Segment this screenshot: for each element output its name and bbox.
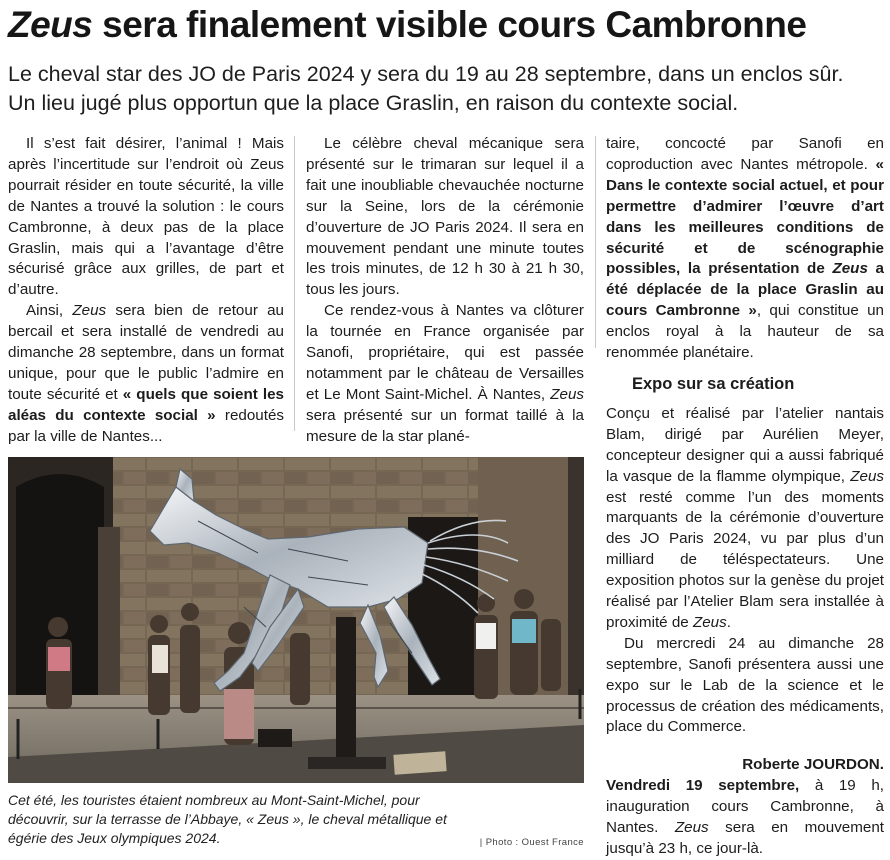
horse-sculpture-photo xyxy=(8,457,584,783)
event-info: Vendredi 19 septembre, à 19 h, inauguration cours Cambronne, à Nantes. Zeus sera en mouvement jusqu’à 23 h, ce jour-là. xyxy=(606,777,885,857)
paragraph: Du mercredi 24 au dimanche 28 septembre, Sanofi présentera aussi une expo sur le Lab de la science et le processus de création des médicaments, place du Commerce. xyxy=(606,634,884,736)
standfirst-line-2: Un lieu jugé plus opportun que la place Graslin, en raison du contexte social. xyxy=(8,91,739,115)
paragraph: taire, concocté par Sanofi en coproduction avec Nantes métropole. « Dans le contexte social actuel, et pour permettre d’admirer l’œuvre d’art dans les meilleures conditions de sécurité et de scénographie possibles, la présentation de Zeus a été déplacée de la place Graslin au cours Cambronne », qui constitue un enclos royal à la hauteur de sa renommée planétaire. xyxy=(606,135,884,362)
headline-italic: Zeus xyxy=(8,4,93,45)
paragraph: Ce rendez-vous à Nantes va clôturer la tournée en France organisée par Sanofi, propriétaire, qui est passée notamment par le château de Versailles et Le Mont Saint-Michel. À Nantes, Zeus sera présenté sur un format taillé à la mesure de la star plané- xyxy=(306,302,584,445)
paragraph: Ainsi, Zeus sera bien de retour au bercail et sera installé de vendredi au dimanche 28 septembre, dans un format unique, pour que le public l’admire en toute sécurité et « quels que soient les aléas du contexte social » redoutés par la ville de Nantes... xyxy=(8,302,284,445)
article-column-2 xyxy=(306,134,584,448)
headline xyxy=(8,2,886,48)
caption-text: Cet été, les touristes étaient nombreux au Mont-Saint-Michel, pour découvrir, sur la terrasse de l’Abbaye, « Zeus », le cheval métallique et égérie des Jeux olympiques 2024. xyxy=(8,792,447,847)
article-column-1 xyxy=(8,134,284,448)
paragraph: Conçu et réalisé par l’atelier nantais Blam, dirigé par Aurélien Meyer, concepteur designer qui a aussi fabriqué la vasque de la flamme olympique, Zeus est resté comme l’un des moments marquants de la cérémonie d’ouverture des JO Paris 2024, vu par plus d’un milliard de téléspectateurs. Une exposition photos sur la genèse du projet réalisé par l’Atelier Blam sera installée à proximité de Zeus. xyxy=(606,404,884,631)
paragraph: Il s’est fait désirer, l’animal ! Mais après l’incertitude sur l’endroit où Zeus pourrait résider en toute sécurité, la ville de Nantes a trouvé la solution : le cours Cambronne, à deux pas de la place Graslin, mais qui a l’avantage d’être sécurisé grâce aux grilles, de part et d’autre. xyxy=(8,135,284,299)
author-signature: Roberte JOURDON. xyxy=(742,756,884,774)
article-column-3 xyxy=(606,134,884,860)
photo-credit: | Photo : Ouest France xyxy=(479,837,584,848)
headline-rest: sera finalement visible cours Cambronne xyxy=(92,4,807,45)
photo-caption xyxy=(8,791,584,852)
standfirst-line-1: Le cheval star des JO de Paris 2024 y sera du 19 au 28 septembre, dans un enclos sûr. xyxy=(8,62,844,86)
column-divider xyxy=(595,136,596,348)
standfirst xyxy=(8,60,886,118)
section-subheading: Expo sur sa création xyxy=(632,374,795,393)
column-divider xyxy=(294,136,295,431)
paragraph: Le célèbre cheval mécanique sera présenté sur le trimaran sur lequel il a fait une inoubliable chevauchée nocturne sur la Seine, lors de la cérémonie d’ouverture de JO Paris 2024. Il sera en mouvement pendant une minute toutes les trois minutes, de 12 h 30 à 21 h 30, tous les jours. xyxy=(306,135,584,299)
article-photo xyxy=(8,457,584,783)
